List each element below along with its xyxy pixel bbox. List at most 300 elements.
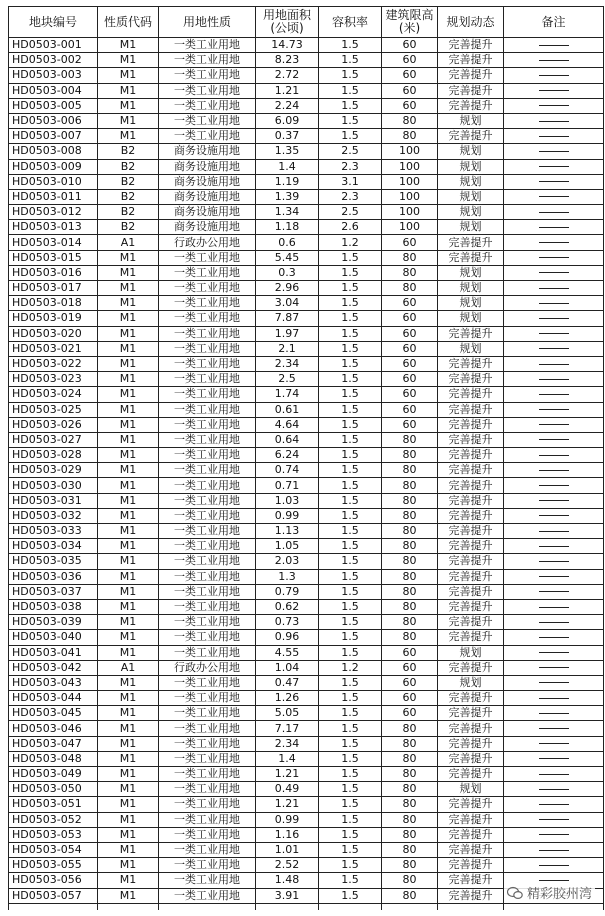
table-row [9, 645, 604, 660]
table-cell: 80 [382, 751, 438, 766]
table-cell: HD0503-022 [9, 356, 98, 371]
table-cell: 完善提升 [438, 432, 504, 447]
empty-dash [539, 348, 569, 349]
table-cell: 1.34 [256, 205, 319, 220]
remark-cell [504, 235, 604, 250]
table-row [9, 296, 604, 311]
table-row [9, 751, 604, 766]
table-cell: 一类工业用地 [159, 129, 256, 144]
table-cell: 60 [382, 235, 438, 250]
remark-cell [504, 767, 604, 782]
empty-dash [539, 257, 569, 258]
table-cell: 1.5 [319, 782, 382, 797]
table-cell: 规划 [438, 782, 504, 797]
table-cell: 80 [382, 782, 438, 797]
table-cell: 1.5 [319, 68, 382, 83]
remark-cell [504, 326, 604, 341]
table-cell: 6.09 [256, 113, 319, 128]
table-cell: 1.18 [256, 220, 319, 235]
table-cell: 完善提升 [438, 68, 504, 83]
table-cell: 1.5 [319, 691, 382, 706]
table-cell: 1.97 [256, 326, 319, 341]
table-cell: 1.5 [319, 888, 382, 903]
table-cell: 80 [382, 736, 438, 751]
table-row [9, 599, 604, 614]
table-cell: HD0503-017 [9, 281, 98, 296]
remark-cell [504, 174, 604, 189]
table-cell: 80 [382, 508, 438, 523]
table-cell: 2.5 [319, 144, 382, 159]
table-cell: 一类工业用地 [159, 281, 256, 296]
table-cell: HD0503-025 [9, 402, 98, 417]
table-cell: 完善提升 [438, 463, 504, 478]
table-row [9, 463, 604, 478]
table-cell: 1.21 [256, 767, 319, 782]
empty-dash [539, 682, 569, 683]
table-cell: 60 [382, 691, 438, 706]
table-cell: 0.62 [256, 599, 319, 614]
table-cell: 3.91 [256, 888, 319, 903]
table-cell: 80 [382, 250, 438, 265]
table-cell: 规划 [438, 205, 504, 220]
table-cell: 商务设施用地 [159, 174, 256, 189]
empty-dash [539, 485, 569, 486]
table-cell: 一类工业用地 [159, 38, 256, 53]
table-cell: HD0503-001 [9, 38, 98, 53]
table-cell: 完善提升 [438, 250, 504, 265]
table-row [9, 554, 604, 569]
empty-dash [539, 698, 569, 699]
table-cell: 一类工业用地 [159, 842, 256, 857]
table-cell: M1 [98, 736, 159, 751]
empty-dash [539, 455, 569, 456]
table-cell: 完善提升 [438, 326, 504, 341]
table-cell: HD0503-035 [9, 554, 98, 569]
table-row [9, 144, 604, 159]
table-cell: 一类工业用地 [159, 827, 256, 842]
empty-dash [539, 576, 569, 577]
table-cell: 1.35 [256, 144, 319, 159]
table-cell: 一类工业用地 [159, 584, 256, 599]
table-cell: 1.5 [319, 372, 382, 387]
table-cell: M1 [98, 827, 159, 842]
table-cell: 一类工业用地 [159, 782, 256, 797]
table-cell: HD0503-043 [9, 675, 98, 690]
table-row [9, 281, 604, 296]
table-cell: 0.74 [256, 463, 319, 478]
table-cell: M1 [98, 250, 159, 265]
table-cell: 2.72 [256, 68, 319, 83]
table-cell: 完善提升 [438, 751, 504, 766]
table-cell: M1 [98, 417, 159, 432]
remark-cell [504, 827, 604, 842]
table-row [9, 402, 604, 417]
table-cell: 0.37 [256, 129, 319, 144]
table-cell: 一类工业用地 [159, 311, 256, 326]
table-cell: 一类工业用地 [159, 675, 256, 690]
table-row [9, 113, 604, 128]
table-cell: 完善提升 [438, 706, 504, 721]
empty-dash [539, 652, 569, 653]
table-cell: 80 [382, 584, 438, 599]
table-row [9, 220, 604, 235]
table-cell: 1.5 [319, 402, 382, 417]
table-cell: 完善提升 [438, 858, 504, 873]
table-cell: 一类工业用地 [159, 83, 256, 98]
table-cell: M1 [98, 402, 159, 417]
table-cell: HD0503-046 [9, 721, 98, 736]
table-cell: 行政办公用地 [159, 660, 256, 675]
table-cell: 0.96 [256, 630, 319, 645]
table-cell: 80 [382, 463, 438, 478]
table-cell: 1.19 [256, 174, 319, 189]
table-row [9, 812, 604, 827]
table-cell: 规划 [438, 220, 504, 235]
table-cell: 完善提升 [438, 524, 504, 539]
table-cell: 1.4 [256, 751, 319, 766]
table-cell: A1 [98, 235, 159, 250]
empty-dash [539, 850, 569, 851]
table-cell: HD0503-009 [9, 159, 98, 174]
remark-cell [504, 159, 604, 174]
table-cell: 规划 [438, 174, 504, 189]
table-cell: 80 [382, 129, 438, 144]
table-cell: 一类工业用地 [159, 250, 256, 265]
table-cell: 60 [382, 356, 438, 371]
table-cell: 一类工业用地 [159, 448, 256, 463]
table-row [9, 235, 604, 250]
table-cell: 完善提升 [438, 508, 504, 523]
remark-cell [504, 417, 604, 432]
table-cell: M1 [98, 113, 159, 128]
table-cell: 80 [382, 599, 438, 614]
table-cell: 完善提升 [438, 584, 504, 599]
table-cell: 一类工业用地 [159, 508, 256, 523]
table-cell: 2.24 [256, 98, 319, 113]
empty-dash [539, 45, 569, 46]
table-cell: M1 [98, 812, 159, 827]
table-row [9, 827, 604, 842]
table-cell: M1 [98, 372, 159, 387]
empty-dash [539, 789, 569, 790]
table-cell: M1 [98, 448, 159, 463]
table-row [9, 205, 604, 220]
table-cell: 1.5 [319, 341, 382, 356]
table-cell: 1.21 [256, 797, 319, 812]
table-cell: 80 [382, 812, 438, 827]
table-cell: HD0503-040 [9, 630, 98, 645]
table-cell: HD0503-041 [9, 645, 98, 660]
table-cell: 60 [382, 98, 438, 113]
table-cell: 一类工业用地 [159, 98, 256, 113]
empty-dash [539, 531, 569, 532]
header-cell: 备注 [504, 7, 604, 38]
table-cell: 1.5 [319, 797, 382, 812]
remark-cell [504, 751, 604, 766]
empty-dash [539, 667, 569, 668]
table-cell: 1.74 [256, 387, 319, 402]
table-cell: 0.6 [256, 235, 319, 250]
empty-dash [539, 758, 569, 759]
empty-dash [539, 105, 569, 106]
table-row [9, 174, 604, 189]
table-row [9, 721, 604, 736]
table-cell [438, 903, 504, 910]
header-row [9, 7, 604, 38]
remark-cell [504, 113, 604, 128]
remark-cell [504, 53, 604, 68]
remark-cell [504, 220, 604, 235]
table-cell: 1.5 [319, 539, 382, 554]
table-cell: B2 [98, 220, 159, 235]
table-cell: 规划 [438, 296, 504, 311]
table-cell: 一类工业用地 [159, 751, 256, 766]
empty-dash [539, 804, 569, 805]
table-cell: 完善提升 [438, 615, 504, 630]
table-cell: 2.3 [319, 159, 382, 174]
remark-cell [504, 782, 604, 797]
table-cell: 1.5 [319, 615, 382, 630]
remark-cell [504, 797, 604, 812]
remark-cell [504, 38, 604, 53]
table-cell: M1 [98, 691, 159, 706]
table-cell: 0.99 [256, 508, 319, 523]
table-row [9, 691, 604, 706]
table-cell: 60 [382, 311, 438, 326]
header-cell: 性质代码 [98, 7, 159, 38]
table-cell: HD0503-042 [9, 660, 98, 675]
table-row [9, 387, 604, 402]
table-cell: HD0503-020 [9, 326, 98, 341]
table-cell: 1.5 [319, 599, 382, 614]
table-cell: 80 [382, 767, 438, 782]
table-cell: 80 [382, 797, 438, 812]
table-cell: 完善提升 [438, 630, 504, 645]
remark-cell [504, 432, 604, 447]
table-cell: 1.5 [319, 478, 382, 493]
table-cell: HD0503-008 [9, 144, 98, 159]
table-cell: 1.5 [319, 432, 382, 447]
table-cell: B2 [98, 189, 159, 204]
table-cell: 一类工业用地 [159, 721, 256, 736]
table-cell: 1.3 [256, 569, 319, 584]
table-cell [382, 903, 438, 910]
table-cell: M1 [98, 341, 159, 356]
table-cell [319, 903, 382, 910]
table-cell [159, 903, 256, 910]
table-cell: M1 [98, 129, 159, 144]
remark-cell [504, 311, 604, 326]
table-cell: 完善提升 [438, 356, 504, 371]
table-cell: 完善提升 [438, 767, 504, 782]
land-plot-table [8, 6, 604, 910]
remark-cell [504, 599, 604, 614]
table-cell: M1 [98, 858, 159, 873]
table-row [9, 356, 604, 371]
table-cell: 80 [382, 265, 438, 280]
table-cell: 一类工业用地 [159, 417, 256, 432]
table-cell: 完善提升 [438, 539, 504, 554]
remark-cell [504, 812, 604, 827]
remark-cell [504, 478, 604, 493]
table-cell: 1.05 [256, 539, 319, 554]
table-cell: HD0503-027 [9, 432, 98, 447]
table-row [9, 372, 604, 387]
remark-cell [504, 296, 604, 311]
table-cell: 1.5 [319, 463, 382, 478]
table-row [9, 797, 604, 812]
table-cell: HD0503-056 [9, 873, 98, 888]
table-cell: 2.6 [319, 220, 382, 235]
empty-dash [539, 60, 569, 61]
table-cell: 1.2 [319, 235, 382, 250]
table-cell: 1.4 [256, 159, 319, 174]
table-cell: 完善提升 [438, 493, 504, 508]
table-cell: 2.3 [319, 189, 382, 204]
table-row [9, 569, 604, 584]
table-cell: HD0503-026 [9, 417, 98, 432]
watermark [504, 882, 595, 903]
table-cell: 80 [382, 888, 438, 903]
table-cell: 14.73 [256, 38, 319, 53]
empty-dash [539, 90, 569, 91]
table-cell: 完善提升 [438, 827, 504, 842]
table-cell: 一类工业用地 [159, 767, 256, 782]
header-cell: 建筑限高 (米) [382, 7, 438, 38]
table-cell: 0.47 [256, 675, 319, 690]
table-cell: M1 [98, 842, 159, 857]
table-cell: 一类工业用地 [159, 736, 256, 751]
table-cell: 一类工业用地 [159, 691, 256, 706]
table-cell: M1 [98, 706, 159, 721]
table-cell: 完善提升 [438, 38, 504, 53]
table-cell: 1.5 [319, 53, 382, 68]
table-cell: 规划 [438, 341, 504, 356]
empty-dash [539, 728, 569, 729]
remark-cell [504, 615, 604, 630]
remark-cell [504, 660, 604, 675]
table-cell: M1 [98, 432, 159, 447]
table-cell: 1.5 [319, 751, 382, 766]
empty-dash [539, 637, 569, 638]
remark-cell [504, 569, 604, 584]
table-cell: 规划 [438, 675, 504, 690]
remark-cell [504, 584, 604, 599]
table-cell: HD0503-037 [9, 584, 98, 599]
table-cell: 1.5 [319, 448, 382, 463]
table-cell: HD0503-048 [9, 751, 98, 766]
empty-dash [539, 865, 569, 866]
table-cell: HD0503-024 [9, 387, 98, 402]
table-cell: 规划 [438, 159, 504, 174]
empty-dash [539, 272, 569, 273]
table-cell: M1 [98, 751, 159, 766]
table-row [9, 660, 604, 675]
table-cell: 2.96 [256, 281, 319, 296]
table-row [9, 189, 604, 204]
table-cell: M1 [98, 493, 159, 508]
table-cell: HD0503-014 [9, 235, 98, 250]
table-cell: 80 [382, 630, 438, 645]
table-cell: 80 [382, 615, 438, 630]
table-cell: 1.5 [319, 812, 382, 827]
table-cell: 1.39 [256, 189, 319, 204]
table-cell: 80 [382, 721, 438, 736]
table-cell: 完善提升 [438, 873, 504, 888]
table-row [9, 842, 604, 857]
empty-dash [539, 181, 569, 182]
table-cell: HD0503-055 [9, 858, 98, 873]
table-row [9, 432, 604, 447]
table-cell: 完善提升 [438, 83, 504, 98]
table-cell: M1 [98, 38, 159, 53]
table-cell: 80 [382, 478, 438, 493]
table-cell: 100 [382, 174, 438, 189]
table-row [9, 68, 604, 83]
table-cell: HD0503-023 [9, 372, 98, 387]
table-row [9, 782, 604, 797]
table-cell: HD0503-057 [9, 888, 98, 903]
table-cell: 一类工业用地 [159, 478, 256, 493]
remark-cell [504, 630, 604, 645]
table-cell: HD0503-015 [9, 250, 98, 265]
table-cell: 4.55 [256, 645, 319, 660]
table-cell: 1.5 [319, 129, 382, 144]
empty-dash [539, 622, 569, 623]
table-row [9, 326, 604, 341]
empty-dash [539, 591, 569, 592]
table-cell: B2 [98, 174, 159, 189]
table-cell: 1.01 [256, 842, 319, 857]
table-cell: 规划 [438, 311, 504, 326]
table-cell: M1 [98, 508, 159, 523]
table-row [9, 159, 604, 174]
table-cell: 60 [382, 660, 438, 675]
remark-cell [504, 372, 604, 387]
empty-dash [539, 819, 569, 820]
table-cell: 60 [382, 675, 438, 690]
table-cell: 完善提升 [438, 98, 504, 113]
table-cell: 0.64 [256, 432, 319, 447]
table-cell: 规划 [438, 113, 504, 128]
table-cell: HD0503-004 [9, 83, 98, 98]
empty-dash [539, 151, 569, 152]
table-cell: 80 [382, 827, 438, 842]
table-cell: 完善提升 [438, 554, 504, 569]
table-row [9, 706, 604, 721]
table-cell: 80 [382, 493, 438, 508]
remark-cell [504, 645, 604, 660]
table-cell: 1.5 [319, 645, 382, 660]
empty-dash [539, 561, 569, 562]
table-cell: 完善提升 [438, 53, 504, 68]
table-cell [9, 903, 98, 910]
table-cell: 100 [382, 159, 438, 174]
table-row [9, 83, 604, 98]
table-cell: HD0503-018 [9, 296, 98, 311]
empty-dash [539, 166, 569, 167]
table-cell: HD0503-033 [9, 524, 98, 539]
table-cell: 完善提升 [438, 129, 504, 144]
table-cell: 完善提升 [438, 888, 504, 903]
table-row [9, 584, 604, 599]
table-row [9, 38, 604, 53]
table-cell: M1 [98, 296, 159, 311]
table-row [9, 448, 604, 463]
table-cell: M1 [98, 98, 159, 113]
empty-dash [539, 333, 569, 334]
table-cell: 完善提升 [438, 660, 504, 675]
